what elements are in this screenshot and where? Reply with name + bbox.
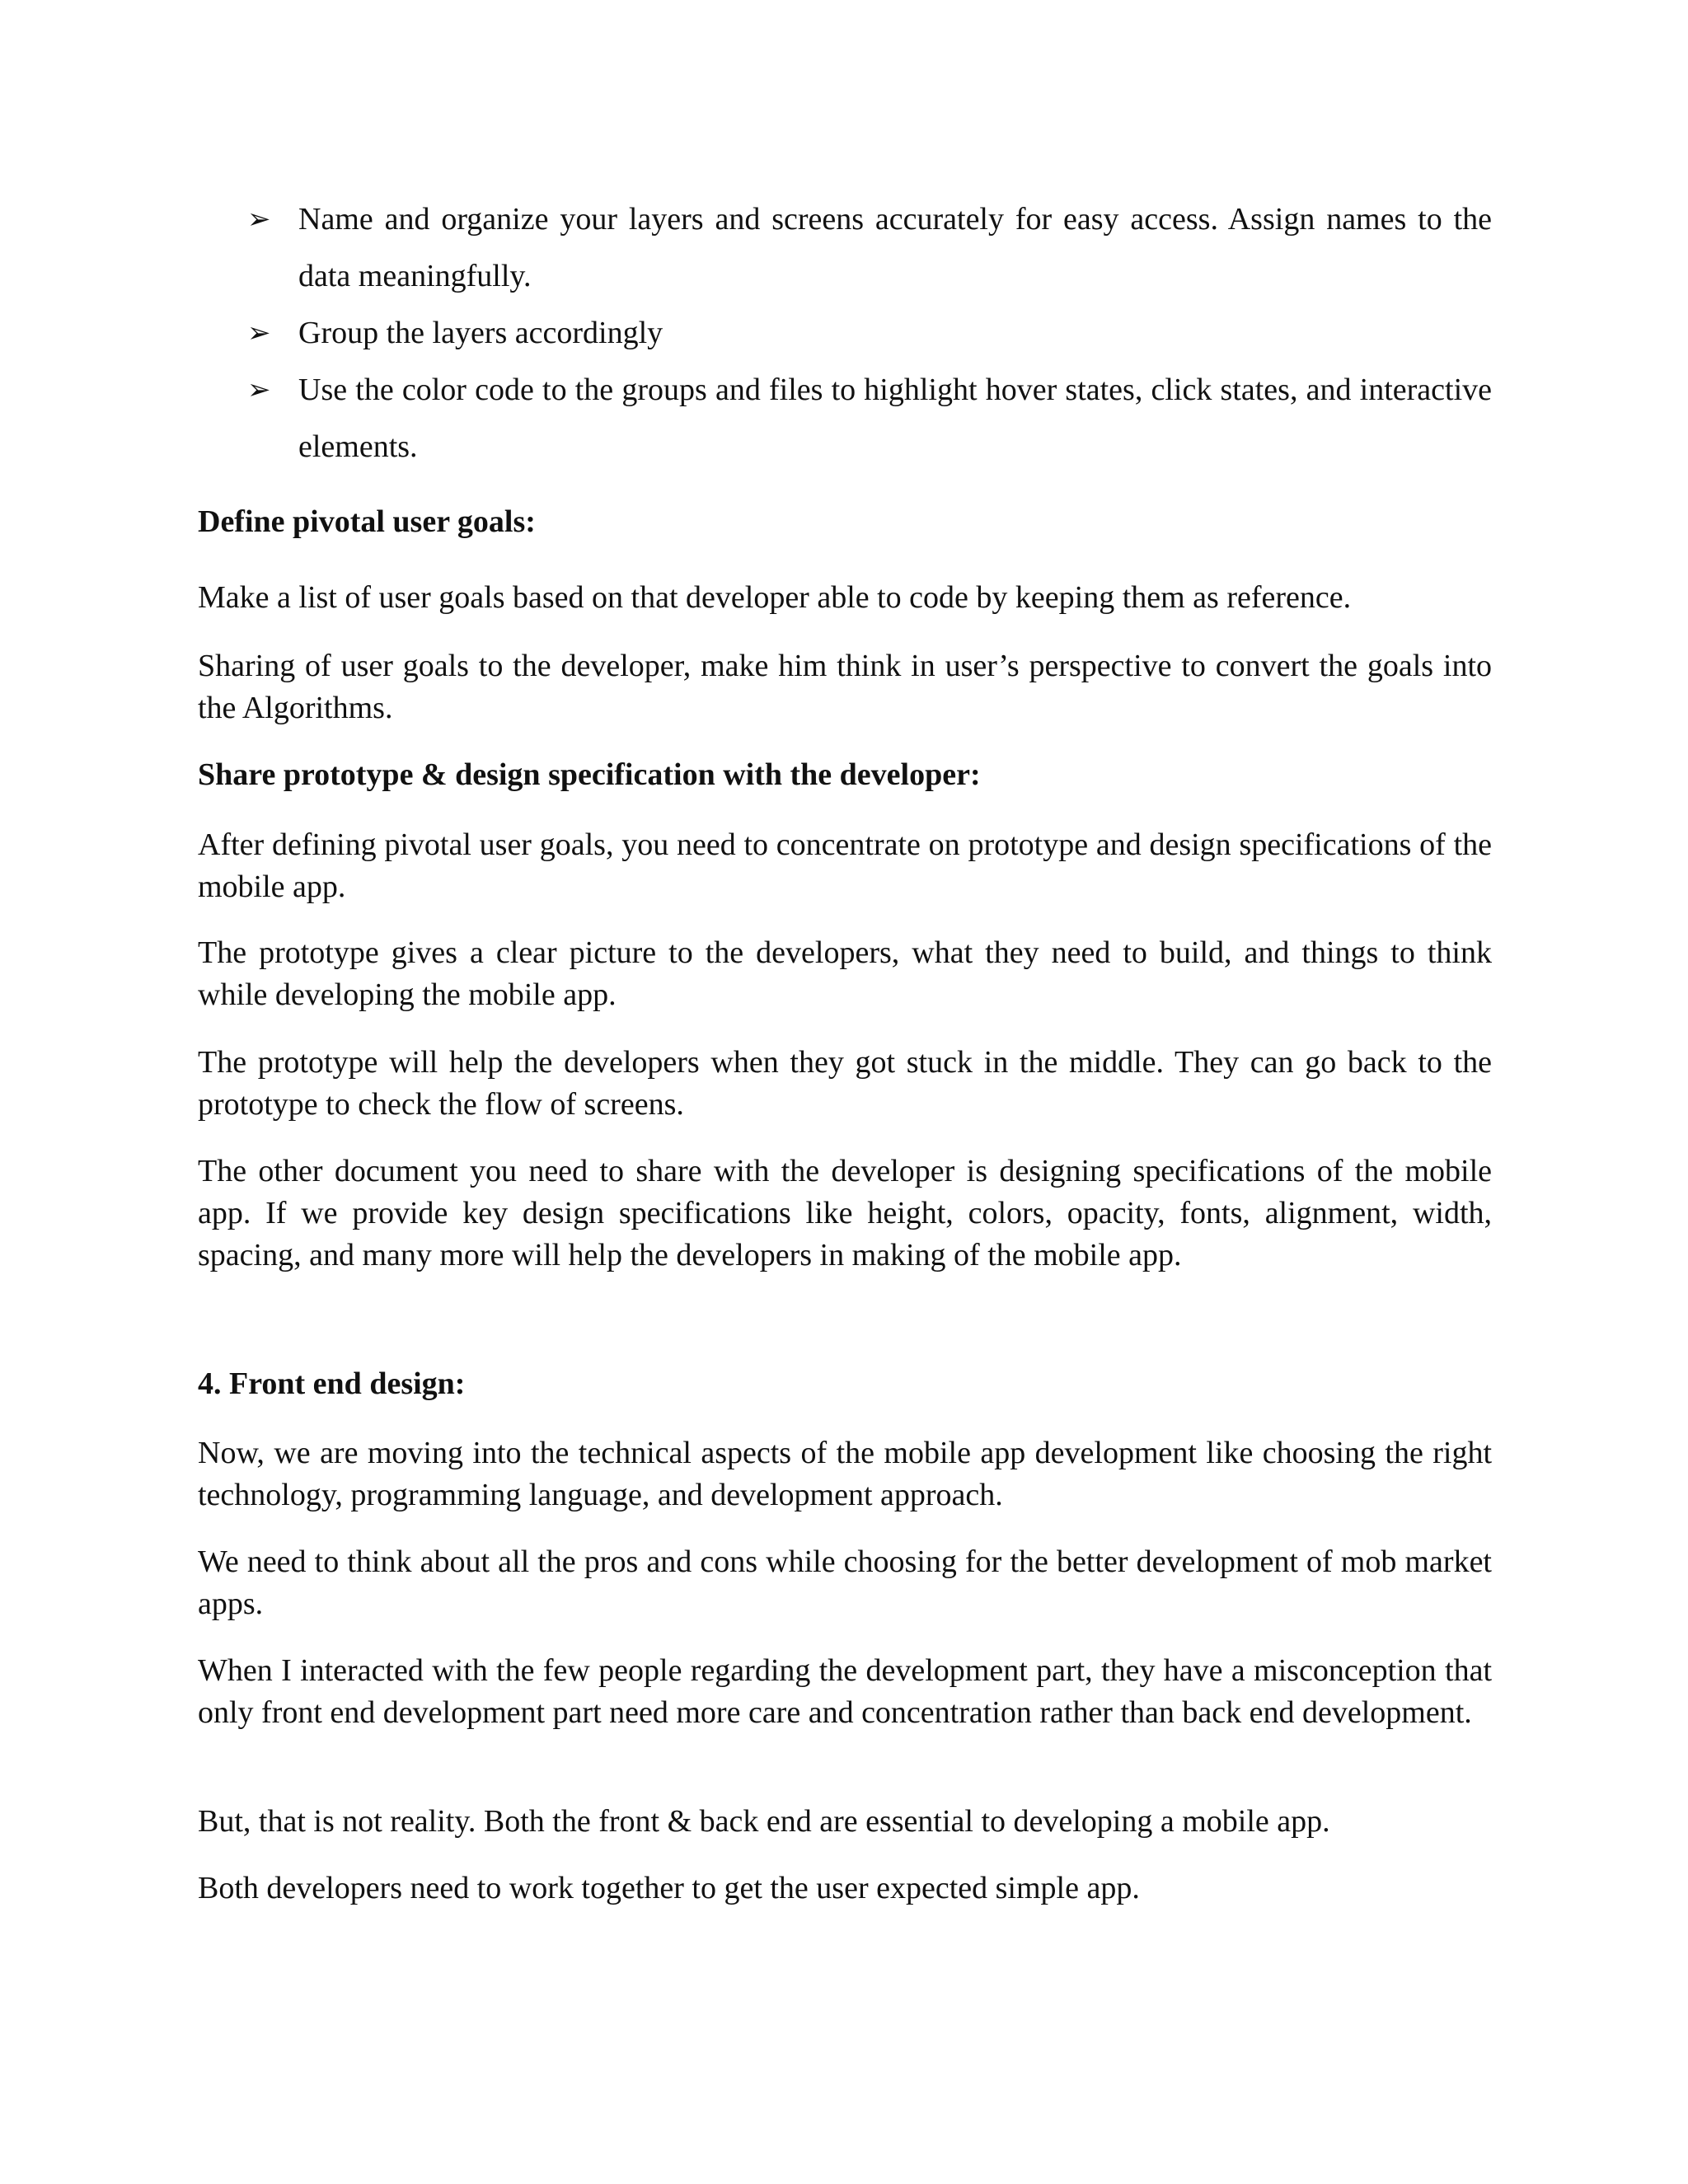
paragraph: After defining pivotal user goals, you need to concentrate on prototype and design specifications of the mobile app. [198,827,1492,904]
bullet-text: Name and organize your layers and screens accurately for easy access. Assign names to the data meaningfully. [298,202,1492,293]
list-item [247,191,1492,305]
paragraph: The prototype gives a clear picture to the developers, what they need to build, and things to think while developing the mobile app. [198,935,1492,1012]
heading-share-prototype: Share prototype & design specification with the developer: [198,757,981,792]
arrow-bullet-icon: ➢ [247,316,271,349]
bullet-text: Group the layers accordingly [298,316,663,350]
arrow-bullet-icon: ➢ [247,203,271,236]
paragraph: We need to think about all the pros and cons while choosing for the better development of mob market apps. [198,1544,1492,1621]
list-item [247,362,1492,476]
paragraph: Sharing of user goals to the developer, make him think in user’s perspective to convert the goals into the Algorithms. [198,649,1492,725]
paragraph: Make a list of user goals based on that developer able to code by keeping them as reference. [198,580,1352,615]
bullet-list [247,191,1492,476]
paragraph: When I interacted with the few people regarding the development part, they have a misconception that only front end development part need more care and concentration rather than back end development. [198,1653,1492,1730]
paragraph: Now, we are moving into the technical aspects of the mobile app development like choosing the right technology, programming language, and development approach. [198,1436,1492,1512]
list-item [247,305,1492,362]
heading-user-goals: Define pivotal user goals: [198,504,536,539]
bullet-text: Use the color code to the groups and files to highlight hover states, click states, and interactive elements. [298,373,1492,464]
paragraph: Both developers need to work together to get the user expected simple app. [198,1871,1140,1905]
paragraph: The other document you need to share with the developer is designing specifications of the mobile app. If we provide key design specifications like height, colors, opacity, fonts, alignment, width, spacing, and many more will help the developers in making of the mobile app. [198,1154,1492,1272]
heading-front-end: 4. Front end design: [198,1366,466,1401]
paragraph: The prototype will help the developers when they got stuck in the middle. They can go back to the prototype to check the flow of screens. [198,1045,1492,1122]
paragraph: But, that is not reality. Both the front & back end are essential to developing a mobile app. [198,1804,1330,1839]
arrow-bullet-icon: ➢ [247,373,271,406]
